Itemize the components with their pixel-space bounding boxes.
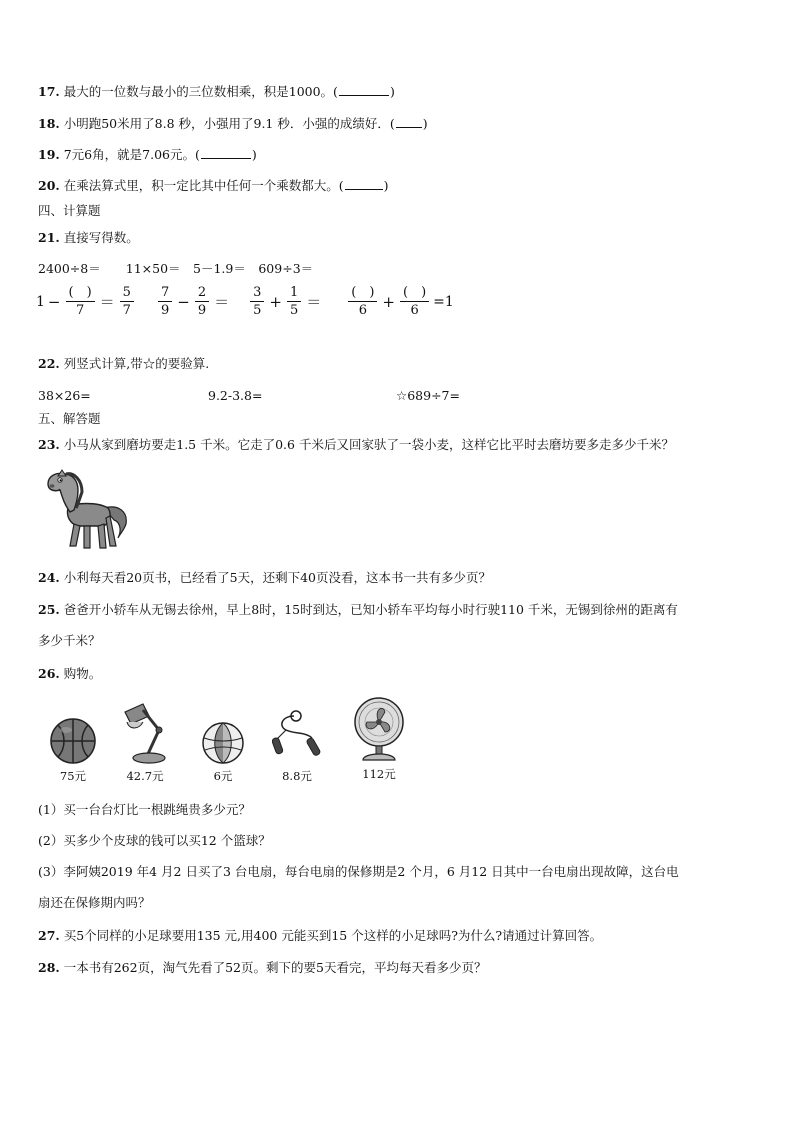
fraction: $\frac{5}{7}$ xyxy=(120,284,134,319)
shop-item-desk-lamp xyxy=(110,700,180,784)
answer-blank[interactable]: ( ) xyxy=(403,285,427,300)
question-25-continued: 多少千米？ xyxy=(38,633,101,648)
shop-item-rubber-ball xyxy=(188,700,258,784)
question-26-part-2: (2）买多少个皮球的钱可以买12 个篮球？ xyxy=(38,833,271,848)
fraction: $\frac{( )}{7}$ xyxy=(66,284,95,319)
question-25: 25. 爸爸开小轿车从无锡去徐州，早上8时，15时到达，已知小轿车平均每小时行驶110 千米，无锡到徐州的距离有 xyxy=(38,602,678,617)
basketball-icon xyxy=(48,716,98,766)
question-20: 20. 在乘法算式里，积一定比其中任何一个乘数都大。( ) xyxy=(38,178,389,193)
fraction-calc-row: 1 − $\frac{( )}{7}$ ＝ $\frac{5}{7}$ $\frac{7}{9}$ − $\frac{2}{9}$ ＝ $\frac{3}{5}$ + $\frac{1}{5}$ ＝ $\frac{( )}{6}$ + $\frac{( )}{6}$ =1 xyxy=(36,285,454,318)
fraction: $\frac{7}{9}$ xyxy=(158,284,172,319)
question-26: 26. 购物。 xyxy=(38,666,102,681)
price-label: 112元 xyxy=(362,767,396,781)
answer-blank[interactable]: ( ) xyxy=(351,285,375,300)
section-title-word-problems: 五、解答题 xyxy=(38,411,101,426)
shop-item-jump-rope xyxy=(262,700,332,784)
question-26-part-3-continued: 扇还在保修期内吗？ xyxy=(38,895,151,910)
section-title-calculation: 四、计算题 xyxy=(38,203,101,218)
question-24: 24. 小利每天看20页书，已经看了5天，还剩下40页没看，这本书一共有多少页？ xyxy=(38,570,492,585)
question-26-part-3: (3）李阿姨2019 年4 月2 日买了3 台电扇，每台电扇的保修期是2 个月，6 月12 日其中一台电扇出现故障，这台电 xyxy=(38,864,679,879)
question-26-part-1: (1）买一台台灯比一根跳绳贵多少元？ xyxy=(38,802,251,817)
question-23: 23. 小马从家到磨坊要走1.5 千米。它走了0.6 千米后又回家驮了一袋小麦，这样它比平时去磨坊要多走多少千米？ xyxy=(38,437,674,452)
price-label: 6元 xyxy=(213,769,233,783)
shop-item-electric-fan xyxy=(344,700,414,782)
answer-blank[interactable] xyxy=(396,115,422,128)
rubber-ball-icon xyxy=(200,720,246,766)
question-28: 28. 一本书有262页，淘气先看了52页。剩下的要5天看完，平均每天看多少页？ xyxy=(38,960,487,975)
vertical-calc-item: 38×26= xyxy=(38,388,91,403)
jump-rope-icon xyxy=(272,708,322,766)
price-label: 8.8元 xyxy=(282,769,312,783)
fraction: $\frac{1}{5}$ xyxy=(287,284,301,319)
oral-calc-row-1: 2400÷8＝ 11×50＝ 5－1.9＝ 609÷3＝ xyxy=(38,261,314,276)
question-19: 19. 7元6角，就是7.06元。( ) xyxy=(38,147,257,162)
question-17: 17. 最大的一位数与最小的三位数相乘，积是1000。( ) xyxy=(38,84,395,99)
answer-blank[interactable]: ( ) xyxy=(68,285,92,300)
answer-blank[interactable] xyxy=(345,177,383,190)
horse-icon xyxy=(44,468,132,552)
question-21: 21. 直接写得数。 xyxy=(38,230,139,245)
question-18: 18. 小明跑50米用了8.8 秒，小强用了9.1 秒．小强的成绩好．( ) xyxy=(38,116,428,131)
answer-blank[interactable] xyxy=(339,83,389,96)
question-27: 27. 买5个同样的小足球要用135 元,用400 元能买到15 个这样的小足球吗?为什么?请通过计算回答。 xyxy=(38,928,603,943)
electric-fan-icon xyxy=(349,696,409,764)
fraction: $\frac{2}{9}$ xyxy=(195,284,209,319)
price-label: 75元 xyxy=(59,769,87,783)
desk-lamp-icon xyxy=(115,700,175,766)
fraction: $\frac{( )}{6}$ xyxy=(400,284,429,319)
question-22: 22. 列竖式计算,带☆的要验算. xyxy=(38,356,210,371)
vertical-calc-item: 9.2-3.8= xyxy=(208,388,263,403)
fraction: $\frac{( )}{6}$ xyxy=(348,284,377,319)
shop-item-basketball xyxy=(38,700,108,784)
fraction: $\frac{3}{5}$ xyxy=(250,284,264,319)
vertical-calc-item: ☆689÷7= xyxy=(396,388,460,403)
answer-blank[interactable] xyxy=(201,146,251,159)
price-label: 42.7元 xyxy=(126,769,164,783)
